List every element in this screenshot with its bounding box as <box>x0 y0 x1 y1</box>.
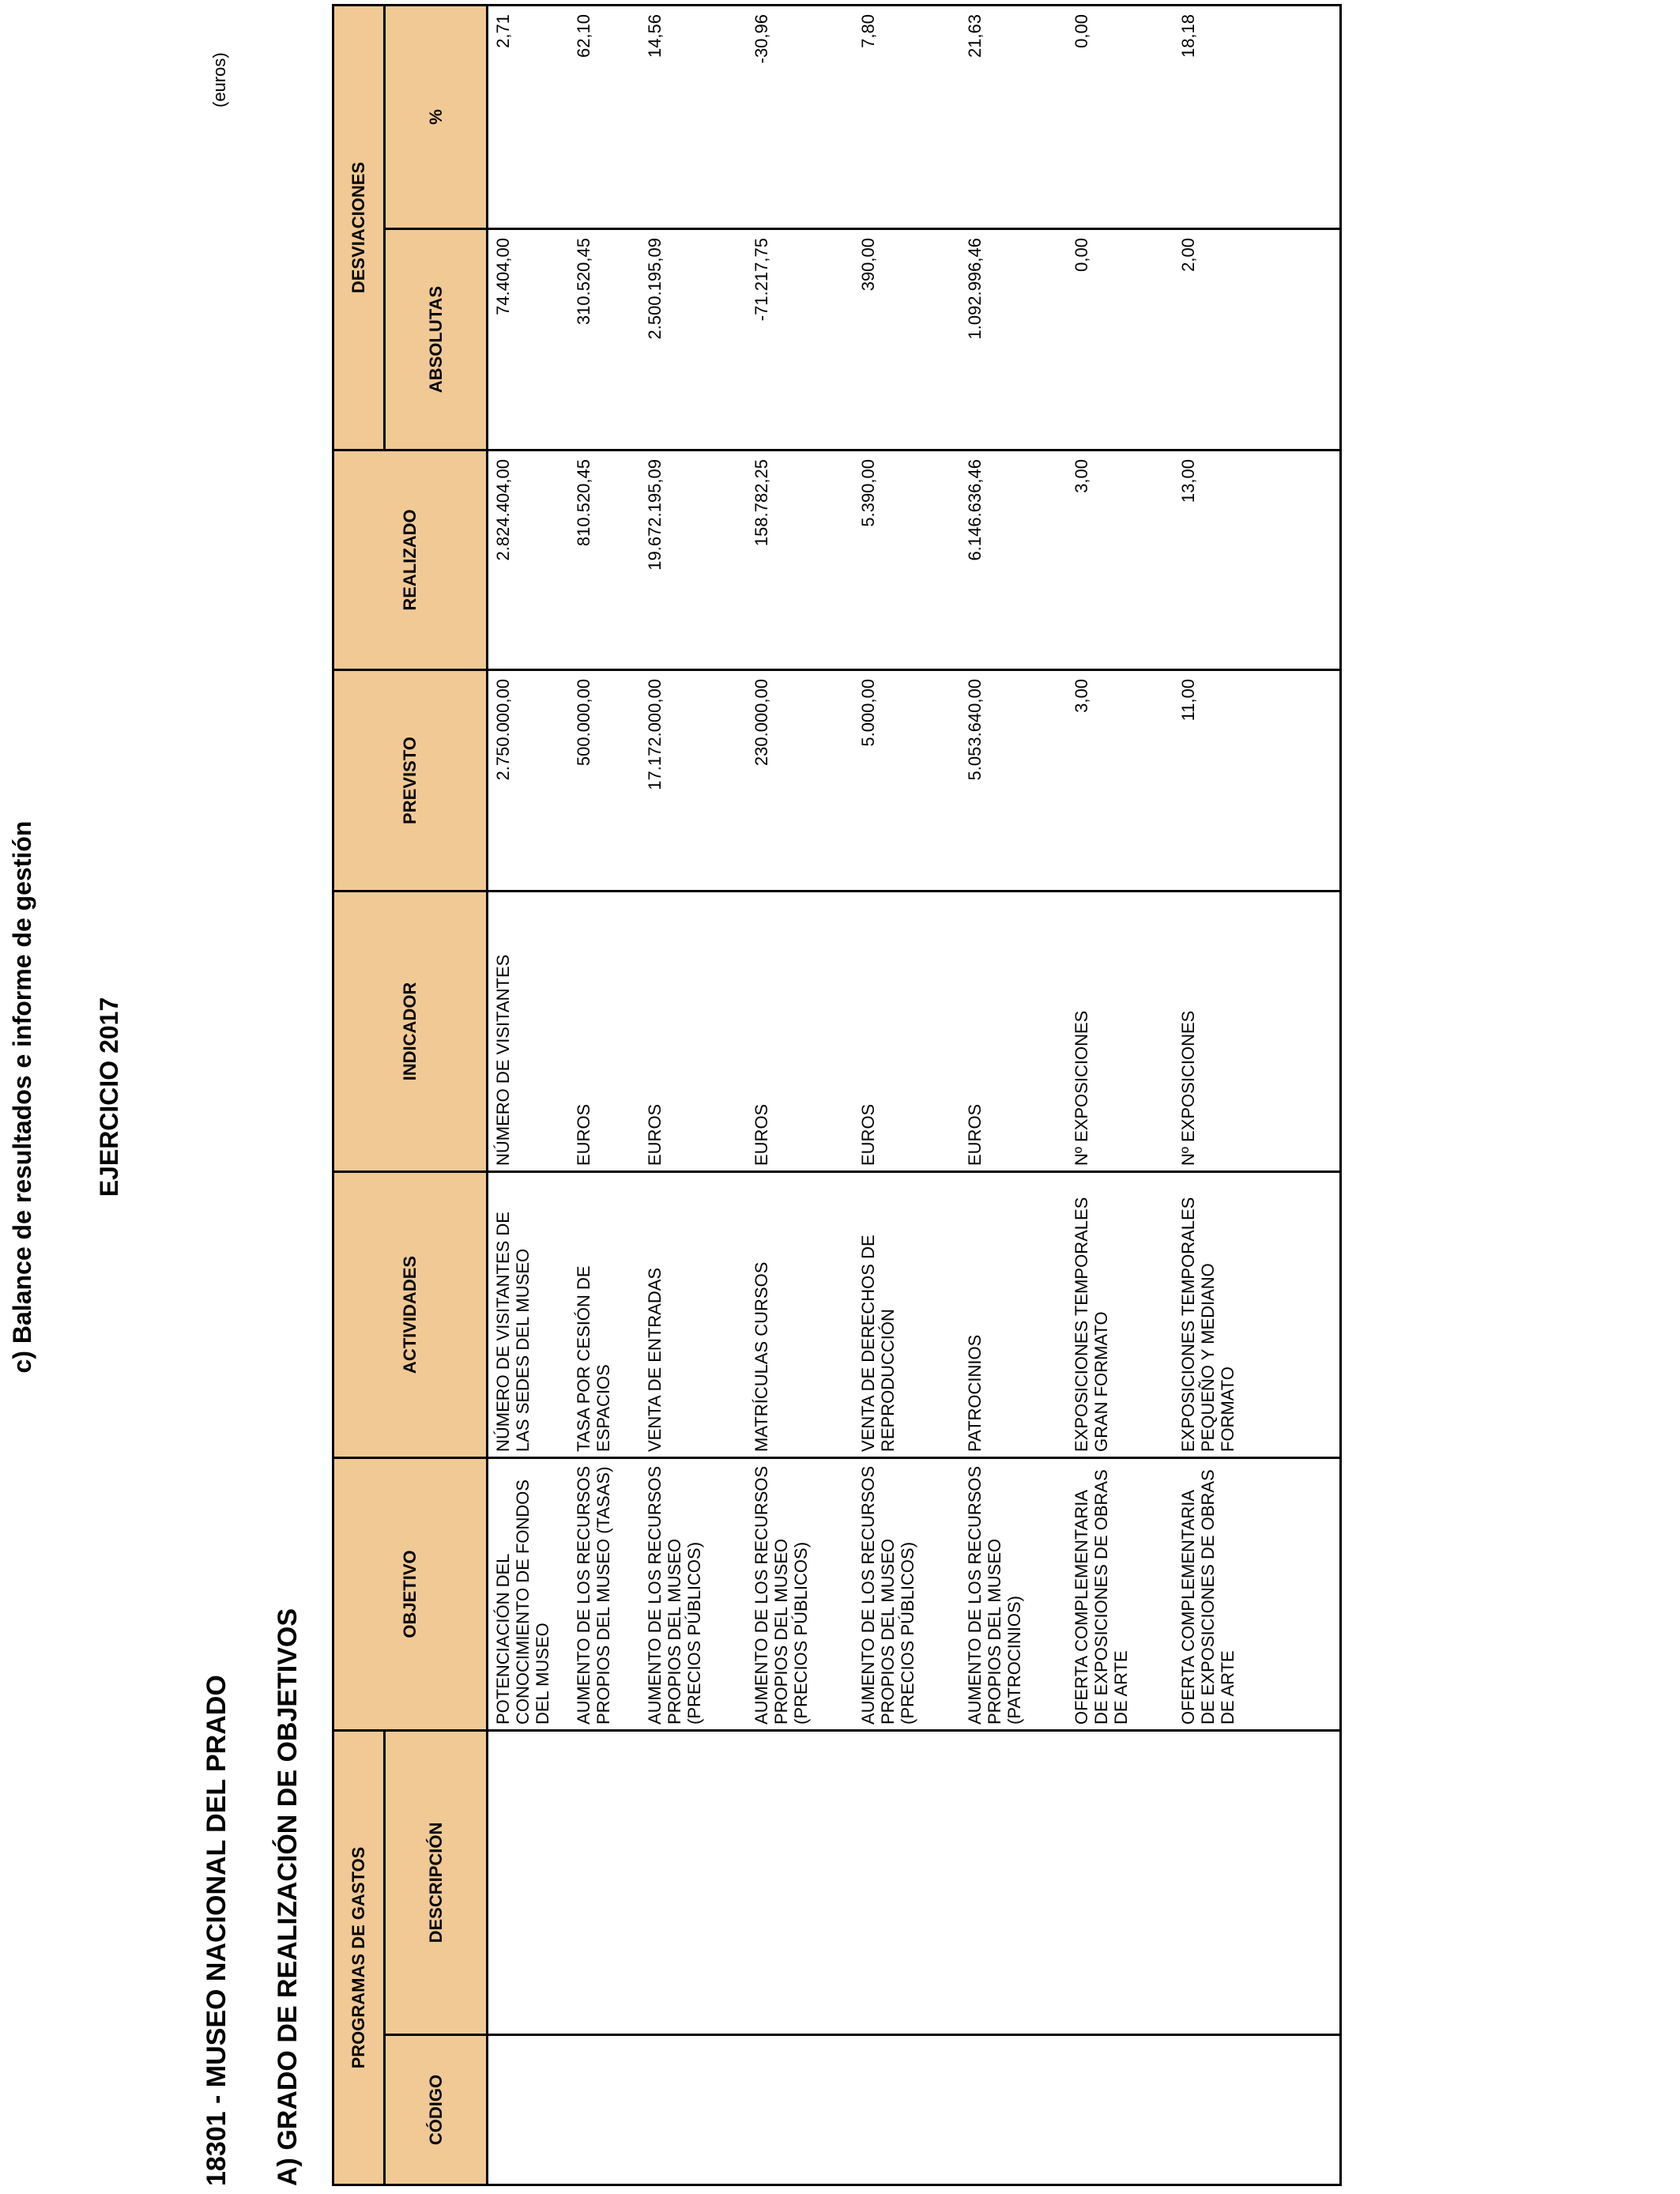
previsto-cell: 230.000,00 <box>748 670 855 892</box>
porcentaje-cell: 62,10 <box>571 5 642 228</box>
page-title: c) Balance de resultados e informe de gestión <box>8 820 36 1374</box>
previsto-cell: 5.053.640,00 <box>962 670 1068 892</box>
actividades-cell: VENTA DE DERECHOS DE REPRODUCCIÓN <box>855 1172 962 1458</box>
realizado-cell: 3,00 <box>1068 450 1175 670</box>
descripcion-cell <box>962 1731 1068 2035</box>
porcentaje-cell: 7,80 <box>855 5 962 228</box>
actividades-cell: MATRÍCULAS CURSOS <box>748 1172 855 1458</box>
porcentaje-cell: 21,63 <box>962 5 1068 228</box>
porcentaje-cell: 18,18 <box>1175 5 1341 228</box>
realizado-cell: 810.520,45 <box>571 450 642 670</box>
absolutas-cell: 1.092.996,46 <box>962 229 1068 450</box>
col-indicador-header: INDICADOR <box>333 892 488 1172</box>
indicador-cell: EUROS <box>855 892 962 1172</box>
organization-heading: 18301 - MUSEO NACIONAL DEL PRADO <box>202 1675 232 2186</box>
porcentaje-cell: 2,71 <box>488 5 571 228</box>
absolutas-cell: 2.500.195,09 <box>642 229 748 450</box>
porcentaje-cell: -30,96 <box>748 5 855 228</box>
realizado-cell: 13,00 <box>1175 450 1341 670</box>
codigo-cell <box>1175 2035 1341 2185</box>
previsto-cell: 500.000,00 <box>571 670 642 892</box>
col-absolutas-header: ABSOLUTAS <box>385 229 488 450</box>
table-row <box>571 5 642 2185</box>
programs-group-header: PROGRAMAS DE GASTOS <box>333 1731 385 2185</box>
codigo-cell <box>571 2035 642 2185</box>
table-row <box>962 5 1068 2185</box>
previsto-cell: 11,00 <box>1175 670 1341 892</box>
previsto-cell: 17.172.000,00 <box>642 670 748 892</box>
deviations-group-header: DESVIACIONES <box>333 5 385 450</box>
descripcion-cell <box>1175 1731 1341 2035</box>
previsto-cell: 3,00 <box>1068 670 1175 892</box>
indicador-cell: EUROS <box>748 892 855 1172</box>
table-row <box>488 5 571 2185</box>
realizado-cell: 5.390,00 <box>855 450 962 670</box>
realizado-cell: 6.146.636,46 <box>962 450 1068 670</box>
descripcion-cell <box>855 1731 962 2035</box>
codigo-cell <box>748 2035 855 2185</box>
col-realizado-header: REALIZADO <box>333 450 488 670</box>
table-row <box>1175 5 1341 2185</box>
col-descripcion-header: DESCRIPCIÓN <box>385 1731 488 2035</box>
descripcion-cell <box>571 1731 642 2035</box>
objetivo-cell: AUMENTO DE LOS RECURSOS PROPIOS DEL MUSEO (PATROCINIOS) <box>962 1458 1068 1731</box>
table-row <box>1068 5 1175 2185</box>
codigo-cell <box>962 2035 1068 2185</box>
absolutas-cell: 310.520,45 <box>571 229 642 450</box>
objetivo-cell: OFERTA COMPLEMENTARIA DE EXPOSICIONES DE OBRAS DE ARTE <box>1068 1458 1175 1731</box>
col-porcentaje-header: % <box>385 5 488 228</box>
actividades-cell: PATROCINIOS <box>962 1172 1068 1458</box>
absolutas-cell: 2,00 <box>1175 229 1341 450</box>
descripcion-cell <box>488 1731 571 2035</box>
actividades-cell: EXPOSICIONES TEMPORALES GRAN FORMATO <box>1068 1172 1175 1458</box>
indicador-cell: NÚMERO DE VISITANTES <box>488 892 571 1172</box>
group-header-row <box>333 5 385 2185</box>
codigo-cell <box>488 2035 571 2185</box>
descripcion-cell <box>748 1731 855 2035</box>
objetivo-cell: AUMENTO DE LOS RECURSOS PROPIOS DEL MUSEO (PRECIOS PÚBLICOS) <box>855 1458 962 1731</box>
realizado-cell: 2.824.404,00 <box>488 450 571 670</box>
absolutas-cell: -71.217,75 <box>748 229 855 450</box>
objetivo-cell: AUMENTO DE LOS RECURSOS PROPIOS DEL MUSEO (TASAS) <box>571 1458 642 1731</box>
indicador-cell: EUROS <box>962 892 1068 1172</box>
table-row <box>748 5 855 2185</box>
table-row <box>642 5 748 2185</box>
col-previsto-header: PREVISTO <box>333 670 488 892</box>
objectives-table <box>332 4 1342 2186</box>
col-objetivo-header: OBJETIVO <box>333 1458 488 1731</box>
indicador-cell: Nº EXPOSICIONES <box>1068 892 1175 1172</box>
realizado-cell: 19.672.195,09 <box>642 450 748 670</box>
realizado-cell: 158.782,25 <box>748 450 855 670</box>
objetivo-cell: AUMENTO DE LOS RECURSOS PROPIOS DEL MUSEO (PRECIOS PÚBLICOS) <box>642 1458 748 1731</box>
previsto-cell: 5.000,00 <box>855 670 962 892</box>
col-actividades-header: ACTIVIDADES <box>333 1172 488 1458</box>
previsto-cell: 2.750.000,00 <box>488 670 571 892</box>
objetivo-cell: AUMENTO DE LOS RECURSOS PROPIOS DEL MUSEO (PRECIOS PÚBLICOS) <box>748 1458 855 1731</box>
porcentaje-cell: 0,00 <box>1068 5 1175 228</box>
indicador-cell: EUROS <box>642 892 748 1172</box>
absolutas-cell: 390,00 <box>855 229 962 450</box>
indicador-cell: EUROS <box>571 892 642 1172</box>
actividades-cell: NÚMERO DE VISITANTES DE LAS SEDES DEL MUSEO <box>488 1172 571 1458</box>
table-row <box>855 5 962 2185</box>
absolutas-cell: 74.404,00 <box>488 229 571 450</box>
year-title: EJERCICIO 2017 <box>95 997 123 1197</box>
codigo-cell <box>855 2035 962 2185</box>
porcentaje-cell: 14,56 <box>642 5 748 228</box>
descripcion-cell <box>1068 1731 1175 2035</box>
objetivo-cell: OFERTA COMPLEMENTARIA DE EXPOSICIONES DE OBRAS DE ARTE <box>1175 1458 1341 1731</box>
descripcion-cell <box>642 1731 748 2035</box>
indicador-cell: Nº EXPOSICIONES <box>1175 892 1341 1172</box>
codigo-cell <box>642 2035 748 2185</box>
objetivo-cell: POTENCIACIÓN DEL CONOCIMIENTO DE FONDOS DEL MUSEO <box>488 1458 571 1731</box>
actividades-cell: VENTA DE ENTRADAS <box>642 1172 748 1458</box>
absolutas-cell: 0,00 <box>1068 229 1175 450</box>
currency-unit: (euros) <box>209 52 229 107</box>
codigo-cell <box>1068 2035 1175 2185</box>
col-codigo-header: CÓDIGO <box>385 2035 488 2185</box>
section-heading: A) GRADO DE REALIZACIÓN DE OBJETIVOS <box>273 1608 303 2186</box>
actividades-cell: TASA POR CESIÓN DE ESPACIOS <box>571 1172 642 1458</box>
actividades-cell: EXPOSICIONES TEMPORALES PEQUEÑO Y MEDIANO FORMATO <box>1175 1172 1341 1458</box>
